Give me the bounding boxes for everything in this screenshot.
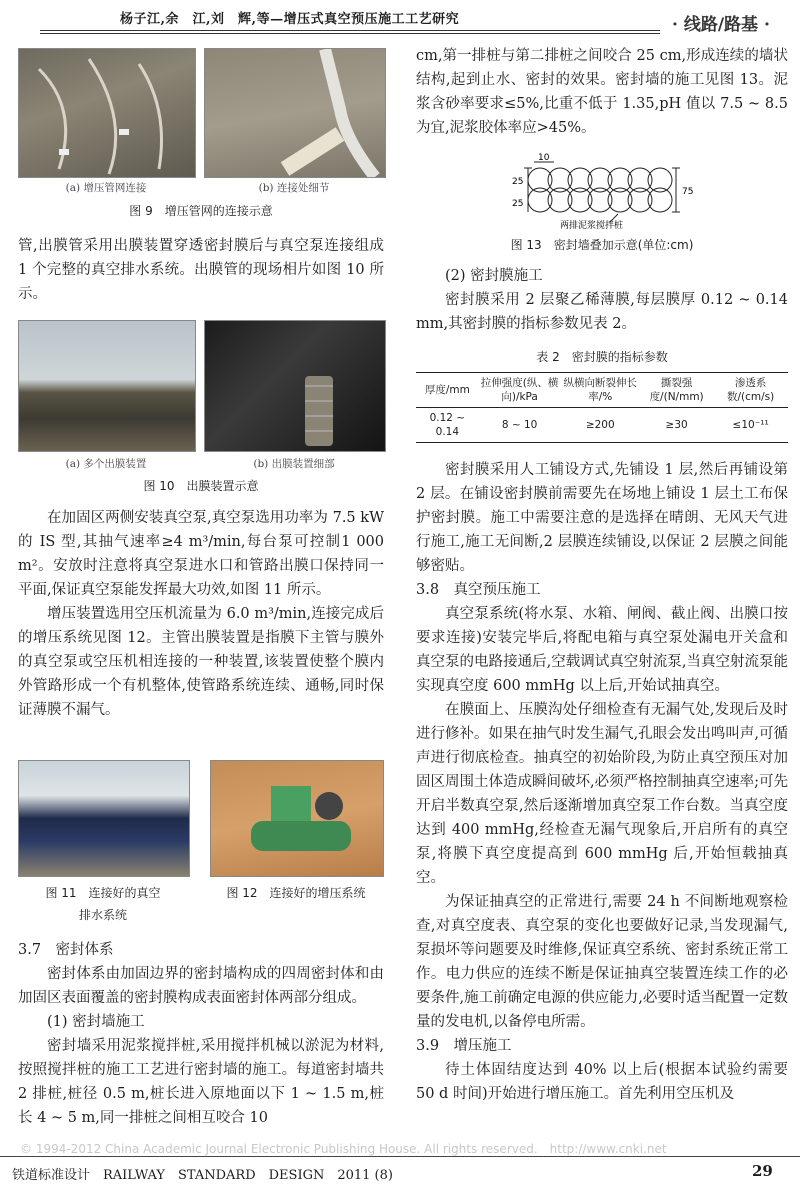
table2: [416, 372, 788, 443]
right-paragraph-6: 为保证抽真空的正常进行,需要 24 h 不间断地观察检查,对真空度表、真空泵的变化也要做好记录,当发现漏气,泵损坏等问题要及时维修,保证真空系统、密封系统正常工作。电力供应的连续不断是保证抽真空装置连续工作的必要条件,施工前确定电源的供应能力,必要时适当配置一定数量的发电机,以备停电所需。: [416, 894, 788, 1030]
left-text-bottom: [18, 938, 384, 1130]
right-paragraph-5: 在膜面上、压膜沟处仔细检查有无漏气处,发现后及时进行修补。如果在抽气时发生漏气,孔眼会发出鸣叫声,可循声进行彻底检查。抽真空的初始阶段,为防止真空预压对加固区周围土体造成瞬间破坏,必须严格控制抽真空速率;可先开启半数真空泵,然后逐渐增加真空泵工作台数。当真空度达到 400 mmHg,经检查无漏气现象后,开启所有的真空泵,将膜下真空度提高到 600 mmHg 后,开始恒载抽真空。: [416, 702, 788, 886]
fig11-caption-line1: 图 11 连接好的真空: [45, 886, 161, 900]
section-3-9-heading: 3.9 增压施工: [416, 1038, 512, 1054]
fig10-caption: 图 10 出膜装置示意: [143, 479, 259, 493]
td-permeability: ≤10⁻¹¹: [732, 419, 769, 431]
fig9b-caption: (b) 连接处细节: [258, 182, 330, 194]
header-rule: [40, 30, 660, 31]
right-paragraph-2: 密封膜采用 2 层聚乙稀薄膜,每层膜厚 0.12 ~ 0.14 mm,其密封膜的指标参数见表 2。: [416, 292, 788, 332]
fig9-caption: 图 9 增压管网的连接示意: [129, 204, 273, 218]
fig9a-pipes: [19, 49, 195, 177]
right-paragraph-4: 真空泵系统(将水泵、水箱、闸阀、截止阀、出膜口按要求连接)安装完毕后,将配电箱与真空泵处漏电开关盒和真空泵的电路接通后,空载调试真空射流泵,当真空射流泵能实现真空度 600 mmHg 以上后,开始试抽真空。: [416, 606, 788, 694]
footer-rule: [0, 1156, 800, 1157]
right-text-mid: [416, 264, 788, 336]
th-tensile: 拉伸强度(纵、横向)/kPa: [480, 377, 559, 403]
left-paragraph-2: 在加固区两侧安装真空泵,真空泵选用功率为 7.5 kW 的 IS 型,其抽气速率≥4 m³/min,每台泵可控制1 000 m²。安放时注意将真空泵进水口和管路出膜口保持同一平面,保证真空泵能发挥最大功效,如图 11 所示。: [18, 510, 384, 598]
fig12-caption: 图 12 连接好的增压系统: [226, 886, 366, 900]
left-text-top: [18, 234, 384, 306]
running-title: 杨子江,余 江,刘 辉,等—增压式真空预压施工工艺研究: [120, 12, 460, 27]
th-elongation: 纵横向断裂伸长率/%: [563, 377, 637, 403]
table-row: [416, 408, 788, 443]
fig10a-photo: [18, 320, 196, 452]
fig9b-pipe-joint: [205, 49, 385, 177]
fig13-dim-10: 10: [538, 153, 550, 163]
journal-footer: 铁道标准设计 RAILWAY STANDARD DESIGN 2011 (8): [12, 1168, 393, 1183]
th-tear: 撕裂强度/(N/mm): [649, 377, 704, 403]
left-paragraph-4: 密封体系由加固边界的密封墙构成的四周密封体和由加固区表面覆盖的密封膜构成表面密封体两部分组成。: [18, 966, 384, 1006]
td-tear: ≥30: [665, 419, 688, 431]
right-paragraph-1: cm,第一排桩与第二排桩之间咬合 25 cm,形成连续的墙状结构,起到止水、密封的效果。密封墙的施工见图 13。泥浆含砂率要求≤5%,比重不低于 1.35,pH 值以 7.5 ~ 8.5 为宜,泥浆胶体率应>45%。: [416, 48, 788, 136]
header-rule-2: [40, 33, 660, 34]
left-paragraph-1: 管,出膜管采用出膜装置穿透密封膜后与真空泵连接组成 1 个完整的真空排水系统。出膜管的现场相片如图 10 所示。: [18, 238, 384, 302]
table-header-row: [416, 373, 788, 408]
fig10b-caption: (b) 出膜装置细部: [253, 458, 335, 470]
th-permeability: 渗透系数/(cm/s): [726, 377, 775, 403]
fig10b-photo: [204, 320, 386, 452]
fig11-photo: [18, 760, 190, 877]
left-paragraph-3: 增压装置选用空压机流量为 6.0 m³/min,连接完成后的增压系统见图 12。主管出膜装置是指膜下主管与膜外的真空泵或空压机相连接的一种装置,该装置使整个膜内外管路形成一个有机整体,使管路系统连续、通畅,同时保证薄膜不漏气。: [18, 606, 384, 718]
right-paragraph-7: 待土体固结度达到 40% 以上后(根据本试验约需要 50 d 时间)开始进行增压施工。首先利用空压机及: [416, 1062, 788, 1102]
fig13-pile-label: 两排泥浆搅拌桩: [560, 221, 624, 230]
section-tag: · 线路/路基 ·: [672, 15, 770, 35]
td-tensile: 8 ~ 10: [501, 419, 538, 431]
left-paragraph-5: 密封墙采用泥浆搅拌桩,采用搅拌机械以淤泥为材料,按照搅拌桩的施工工艺进行密封墙的施工。每道密封墙共 2 排桩,桩径 0.5 m,桩长进入原地面以下 1 ~ 1.5 m,桩长 4 ~ 5 m,同一排桩之间相互咬合 10: [18, 1038, 384, 1126]
th-thickness: 厚度/mm: [424, 384, 470, 396]
fig13-diagram: [500, 150, 710, 230]
td-thickness: 0.12 ~ 0.14: [429, 412, 466, 438]
fig9a-caption: (a) 增压管网连接: [65, 182, 147, 194]
fig13-dim-25b: 25: [512, 199, 524, 209]
fig10b-outlet-device: [205, 321, 385, 451]
subsection-2-heading: (2) 密封膜施工: [445, 268, 543, 284]
subsection-1-heading: (1) 密封墙施工: [47, 1014, 145, 1030]
section-3-8-heading: 3.8 真空预压施工: [416, 582, 541, 598]
fig9a-photo: [18, 48, 196, 178]
left-text-mid: [18, 506, 384, 722]
td-elongation: ≥200: [585, 419, 615, 431]
fig9b-photo: [204, 48, 386, 178]
fig11-caption-line2: 排水系统: [78, 908, 127, 922]
section-3-7-heading: 3.7 密封体系: [18, 942, 114, 958]
fig13-dim-25a: 25: [512, 177, 524, 187]
fig10a-caption: (a) 多个出膜装置: [65, 458, 147, 470]
copyright-watermark: © 1994-2012 China Academic Journal Electronic Publishing House. All rights reserved. http://www.cnki.net: [20, 1142, 667, 1156]
fig13-caption: 图 13 密封墙叠加示意(单位:cm): [510, 238, 694, 252]
right-paragraph-3: 密封膜采用人工铺设方式,先铺设 1 层,然后再铺设第 2 层。在铺设密封膜前需要先在场地上铺设 1 层土工布保护密封膜。施工中需要注意的是选择在晴朗、无风天气进行施工,施工无间断,2 层膜连续铺设,以保证 2 层膜之间能够密贴。: [416, 462, 788, 574]
right-text-bottom: [416, 458, 788, 1106]
fig13-dim-75: 75: [682, 187, 694, 197]
fig12-photo: [210, 760, 384, 877]
fig12-compressor: [211, 761, 383, 876]
page-number: 29: [752, 1162, 773, 1180]
right-text-top: [416, 44, 788, 140]
table2-title: 表 2 密封膜的指标参数: [536, 350, 668, 364]
